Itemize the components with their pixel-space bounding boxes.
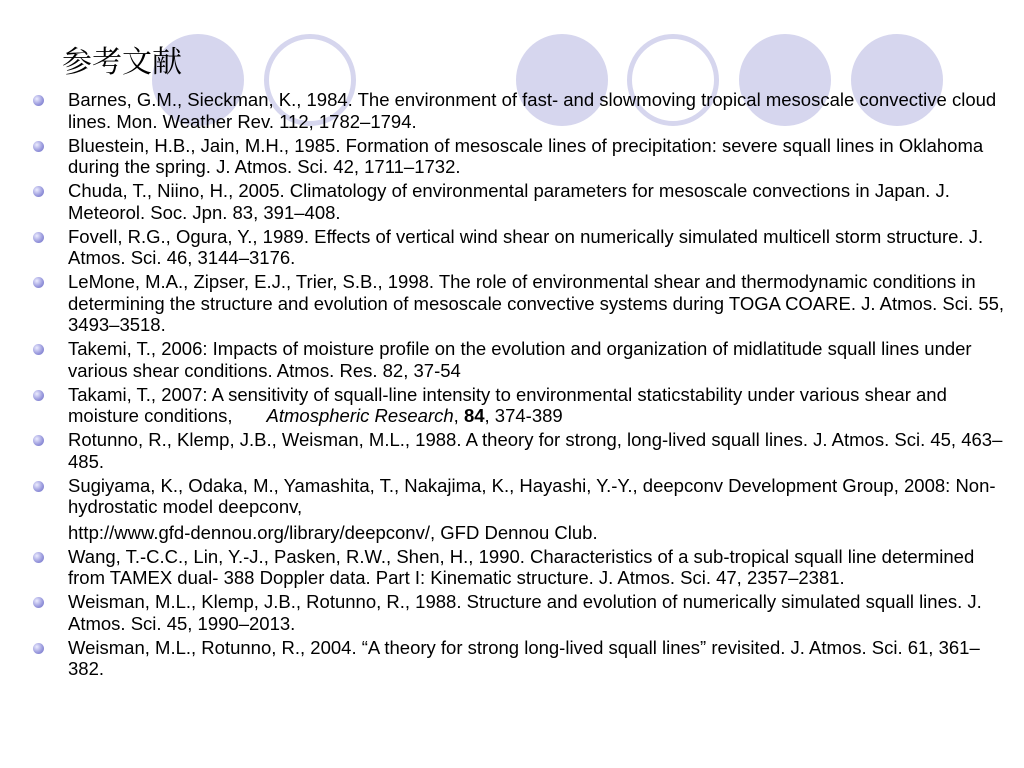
reference-item bbox=[30, 546, 1014, 589]
bullet-icon bbox=[33, 390, 44, 401]
reference-text: LeMone, M.A., Zipser, E.J., Trier, S.B., 1998. The role of environmental shear and thermodynamic conditions in determining the structure and evolution of mesoscale convective systems during TOGA COARE. J. Atmos. Sci. 55, 3493–3518. bbox=[68, 271, 1005, 335]
reference-text: Sugiyama, K., Odaka, M., Yamashita, T., Nakajima, K., Hayashi, Y.-Y., deepconv Development Group, 2008: Non-hydrostatic model deepconv, bbox=[68, 474, 996, 517]
bullet-icon bbox=[33, 277, 44, 288]
reference-text: Barnes, G.M., Sieckman, K., 1984. The environment of fast- and slowmoving tropical mesoscale convective cloud lines. Mon. Weather Rev. 112, 1782–1794. bbox=[68, 89, 997, 132]
reference-item bbox=[30, 135, 1014, 178]
bullet-icon bbox=[33, 435, 44, 446]
bullet-icon bbox=[33, 552, 44, 563]
reference-text: Takami, T., 2007: A sensitivity of squall-line intensity to environmental staticstability under various shear and moisture conditions, bbox=[68, 383, 947, 426]
reference-text: Takemi, T., 2006: Impacts of moisture profile on the evolution and organization of midlatitude squall lines under various shear conditions. Atmos. Res. 82, 37-54 bbox=[68, 338, 972, 381]
bullet-icon bbox=[33, 481, 44, 492]
reference-item bbox=[30, 180, 1014, 223]
bullet-icon bbox=[33, 643, 44, 654]
reference-item bbox=[30, 637, 1014, 680]
reference-text: Weisman, M.L., Klemp, J.B., Rotunno, R., 1988. Structure and evolution of numerically simulated squall lines. J. Atmos. Sci. 45, 1990–2013. bbox=[68, 591, 982, 634]
reference-item bbox=[30, 591, 1014, 634]
reference-text: Fovell, R.G., Ogura, Y., 1989. Effects of vertical wind shear on numerically simulated multicell storm structure. J. Atmos. Sci. 46, 3144–3176. bbox=[68, 225, 984, 268]
reference-item bbox=[30, 429, 1014, 472]
reference-item bbox=[30, 226, 1014, 269]
bullet-icon bbox=[33, 232, 44, 243]
reference-text: Wang, T.-C.C., Lin, Y.-J., Pasken, R.W., Shen, H., 1990. Characteristics of a sub-tropical squall line determined from TAMEX dual- 388 Doppler data. Part I: Kinematic structure. J. Atmos. Sci. 47, 2357–2381. bbox=[68, 545, 975, 588]
bullet-icon bbox=[33, 95, 44, 106]
reference-item bbox=[30, 271, 1014, 336]
reference-separator: , bbox=[453, 405, 464, 426]
reference-text: Chuda, T., Niino, H., 2005. Climatology of environmental parameters for mesoscale convections in Japan. J. Meteorol. Soc. Jpn. 83, 391–408. bbox=[68, 180, 950, 223]
reference-item bbox=[30, 384, 1014, 427]
reference-item bbox=[30, 89, 1014, 132]
slide-title: 参考文献 bbox=[62, 45, 182, 80]
reference-text: Rotunno, R., Klemp, J.B., Weisman, M.L., 1988. A theory for strong, long-lived squall lines. J. Atmos. Sci. 45, 463–485. bbox=[68, 429, 1003, 472]
bullet-icon bbox=[33, 597, 44, 608]
bullet-icon bbox=[33, 186, 44, 197]
reference-item bbox=[30, 475, 1014, 544]
volume-number: 84 bbox=[463, 405, 485, 426]
page-range: , 374-389 bbox=[484, 405, 563, 426]
reference-url: http://www.gfd-dennou.org/library/deepconv/, GFD Dennou Club. bbox=[68, 521, 598, 543]
bullet-icon bbox=[33, 344, 44, 355]
journal-name: Atmospheric Research bbox=[266, 405, 454, 426]
reference-item bbox=[30, 338, 1014, 381]
reference-text: Weisman, M.L., Rotunno, R., 2004. “A theory for strong long-lived squall lines” revisited. J. Atmos. Sci. 61, 361–382. bbox=[68, 636, 980, 679]
bullet-icon bbox=[33, 141, 44, 152]
reference-text: Bluestein, H.B., Jain, M.H., 1985. Formation of mesoscale lines of precipitation: severe squall lines in Oklahoma during the spring. J. Atmos. Sci. 42, 1711–1732. bbox=[68, 134, 984, 177]
reference-list bbox=[30, 89, 1014, 682]
